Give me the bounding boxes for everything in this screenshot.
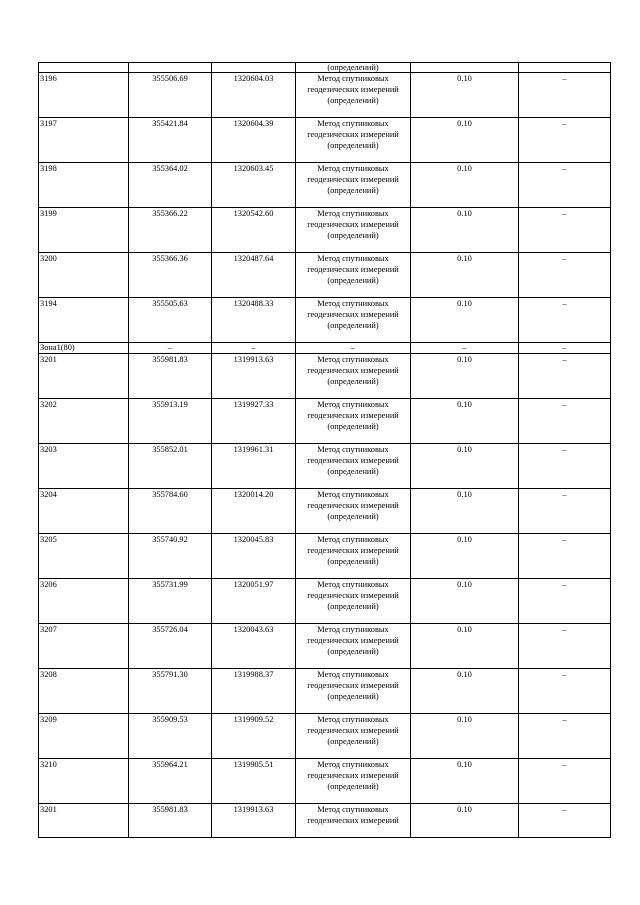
table-row: [39, 489, 611, 534]
coordinates-table: [38, 62, 611, 838]
cell-x-coordinate: –: [129, 343, 212, 354]
cell-extra: –: [519, 759, 611, 804]
table-row: [39, 298, 611, 343]
cell-x-coordinate: 355731.99: [129, 579, 212, 624]
cell-y-coordinate: 1319988.37: [212, 669, 296, 714]
cell-accuracy: 0.10: [411, 118, 519, 163]
cell-y-coordinate: 1319913.63: [212, 354, 296, 399]
cell-accuracy: 0.10: [411, 804, 519, 838]
cell-point-number: Зона1(80): [39, 343, 129, 354]
cell-method: Метод спутниковых геодезических измерений (определений): [296, 534, 411, 579]
cell-x-coordinate: 355506.69: [129, 73, 212, 118]
cell-accuracy: 0.10: [411, 489, 519, 534]
cell-x-coordinate: 355726.04: [129, 624, 212, 669]
cell-accuracy: 0.10: [411, 669, 519, 714]
cell-extra: –: [519, 804, 611, 838]
cell-accuracy: [411, 63, 519, 73]
cell-accuracy: 0.10: [411, 579, 519, 624]
table-row: [39, 804, 611, 838]
cell-x-coordinate: 355909.53: [129, 714, 212, 759]
cell-accuracy: 0.10: [411, 399, 519, 444]
cell-y-coordinate: 1320051.97: [212, 579, 296, 624]
cell-accuracy: 0.10: [411, 253, 519, 298]
cell-point-number: 3210: [39, 759, 129, 804]
method-text: (определений): [327, 63, 379, 72]
cell-y-coordinate: 1320043.63: [212, 624, 296, 669]
cell-x-coordinate: 355364.02: [129, 163, 212, 208]
cell-extra: –: [519, 73, 611, 118]
cell-accuracy: 0.10: [411, 444, 519, 489]
table-row: [39, 534, 611, 579]
cell-y-coordinate: 1320542.60: [212, 208, 296, 253]
cell-x-coordinate: 355366.36: [129, 253, 212, 298]
cell-y-coordinate: 1319927.33: [212, 399, 296, 444]
cell-method: Метод спутниковых геодезических измерений (определений): [296, 118, 411, 163]
cell-y-coordinate: [212, 63, 296, 73]
table-row: [39, 73, 611, 118]
cell-point-number: 3206: [39, 579, 129, 624]
cell-extra: –: [519, 579, 611, 624]
cell-extra: –: [519, 444, 611, 489]
cell-point-number: [39, 63, 129, 73]
cell-accuracy: 0.10: [411, 163, 519, 208]
method-text: Метод спутниковых геодезических измерений: [307, 805, 399, 826]
cell-accuracy: –: [411, 343, 519, 354]
cell-point-number: 3205: [39, 534, 129, 579]
cell-method: [296, 63, 411, 73]
cell-extra: –: [519, 118, 611, 163]
cell-method: Метод спутниковых геодезических измерений (определений): [296, 163, 411, 208]
cell-extra: –: [519, 624, 611, 669]
cell-point-number: 3194: [39, 298, 129, 343]
cell-point-number: 3203: [39, 444, 129, 489]
cell-method: Метод спутниковых геодезических измерений (определений): [296, 624, 411, 669]
cell-x-coordinate: 355964.21: [129, 759, 212, 804]
cell-method: Метод спутниковых геодезических измерений (определений): [296, 73, 411, 118]
cell-point-number: 3202: [39, 399, 129, 444]
table-row: [39, 714, 611, 759]
cell-method: Метод спутниковых геодезических измерений (определений): [296, 759, 411, 804]
cell-point-number: 3196: [39, 73, 129, 118]
table-row: [39, 253, 611, 298]
cell-x-coordinate: 355791.30: [129, 669, 212, 714]
cell-method: Метод спутниковых геодезических измерений (определений): [296, 208, 411, 253]
cell-method: [296, 804, 411, 838]
continued-row: [39, 63, 611, 73]
cell-x-coordinate: 355913.19: [129, 399, 212, 444]
cell-extra: –: [519, 298, 611, 343]
cell-accuracy: 0.10: [411, 208, 519, 253]
cell-point-number: 3199: [39, 208, 129, 253]
cell-x-coordinate: 355366.22: [129, 208, 212, 253]
cell-y-coordinate: 1320603.45: [212, 163, 296, 208]
table-row: [39, 669, 611, 714]
cell-point-number: 3204: [39, 489, 129, 534]
cell-point-number: 3201: [39, 354, 129, 399]
table-row: [39, 444, 611, 489]
cell-extra: –: [519, 489, 611, 534]
cell-x-coordinate: [129, 63, 212, 73]
cell-y-coordinate: 1320604.39: [212, 118, 296, 163]
cell-accuracy: 0.10: [411, 714, 519, 759]
table-row: [39, 579, 611, 624]
table-row: [39, 163, 611, 208]
cell-x-coordinate: 355852.01: [129, 444, 212, 489]
cell-point-number: 3200: [39, 253, 129, 298]
cell-x-coordinate: 355981.83: [129, 354, 212, 399]
cell-method: Метод спутниковых геодезических измерений (определений): [296, 489, 411, 534]
table-row: [39, 399, 611, 444]
cell-point-number: 3209: [39, 714, 129, 759]
cell-extra: –: [519, 399, 611, 444]
cell-y-coordinate: 1320045.83: [212, 534, 296, 579]
cell-accuracy: 0.10: [411, 298, 519, 343]
cell-accuracy: 0.10: [411, 759, 519, 804]
cell-extra: –: [519, 208, 611, 253]
cell-x-coordinate: 355505.63: [129, 298, 212, 343]
cell-method: Метод спутниковых геодезических измерений (определений): [296, 399, 411, 444]
cell-extra: –: [519, 343, 611, 354]
cell-extra: –: [519, 669, 611, 714]
cell-point-number: 3201: [39, 804, 129, 838]
cell-point-number: 3207: [39, 624, 129, 669]
cell-y-coordinate: 1320488.33: [212, 298, 296, 343]
cell-y-coordinate: 1320604.03: [212, 73, 296, 118]
cell-extra: –: [519, 714, 611, 759]
cell-method: Метод спутниковых геодезических измерений (определений): [296, 253, 411, 298]
cell-y-coordinate: 1319905.51: [212, 759, 296, 804]
cell-extra: –: [519, 354, 611, 399]
cell-accuracy: 0.10: [411, 354, 519, 399]
cell-y-coordinate: 1319961.31: [212, 444, 296, 489]
cell-y-coordinate: 1319913.63: [212, 804, 296, 838]
zone-header-row: [39, 343, 611, 354]
table-row: [39, 354, 611, 399]
cell-method: –: [296, 343, 411, 354]
table-row: [39, 624, 611, 669]
cell-x-coordinate: 355981.83: [129, 804, 212, 838]
cell-accuracy: 0.10: [411, 73, 519, 118]
cell-y-coordinate: 1320487.64: [212, 253, 296, 298]
cell-x-coordinate: 355740.92: [129, 534, 212, 579]
cell-method: Метод спутниковых геодезических измерений (определений): [296, 714, 411, 759]
cell-point-number: 3208: [39, 669, 129, 714]
cell-accuracy: 0.10: [411, 624, 519, 669]
cell-method: Метод спутниковых геодезических измерений (определений): [296, 354, 411, 399]
cell-method: Метод спутниковых геодезических измерений (определений): [296, 298, 411, 343]
table-row: [39, 759, 611, 804]
cell-y-coordinate: –: [212, 343, 296, 354]
cell-method: Метод спутниковых геодезических измерений (определений): [296, 669, 411, 714]
cell-extra: [519, 63, 611, 73]
cell-extra: –: [519, 163, 611, 208]
cell-point-number: 3198: [39, 163, 129, 208]
cell-x-coordinate: 355784.60: [129, 489, 212, 534]
cell-accuracy: 0.10: [411, 534, 519, 579]
table-row: [39, 208, 611, 253]
cell-y-coordinate: 1319909.52: [212, 714, 296, 759]
cell-point-number: 3197: [39, 118, 129, 163]
cell-method: Метод спутниковых геодезических измерений (определений): [296, 444, 411, 489]
cell-method: Метод спутниковых геодезических измерений (определений): [296, 579, 411, 624]
table-row: [39, 118, 611, 163]
cell-extra: –: [519, 253, 611, 298]
cell-x-coordinate: 355421.84: [129, 118, 212, 163]
cell-y-coordinate: 1320014.20: [212, 489, 296, 534]
coordinates-table-body: [39, 63, 611, 838]
cell-extra: –: [519, 534, 611, 579]
